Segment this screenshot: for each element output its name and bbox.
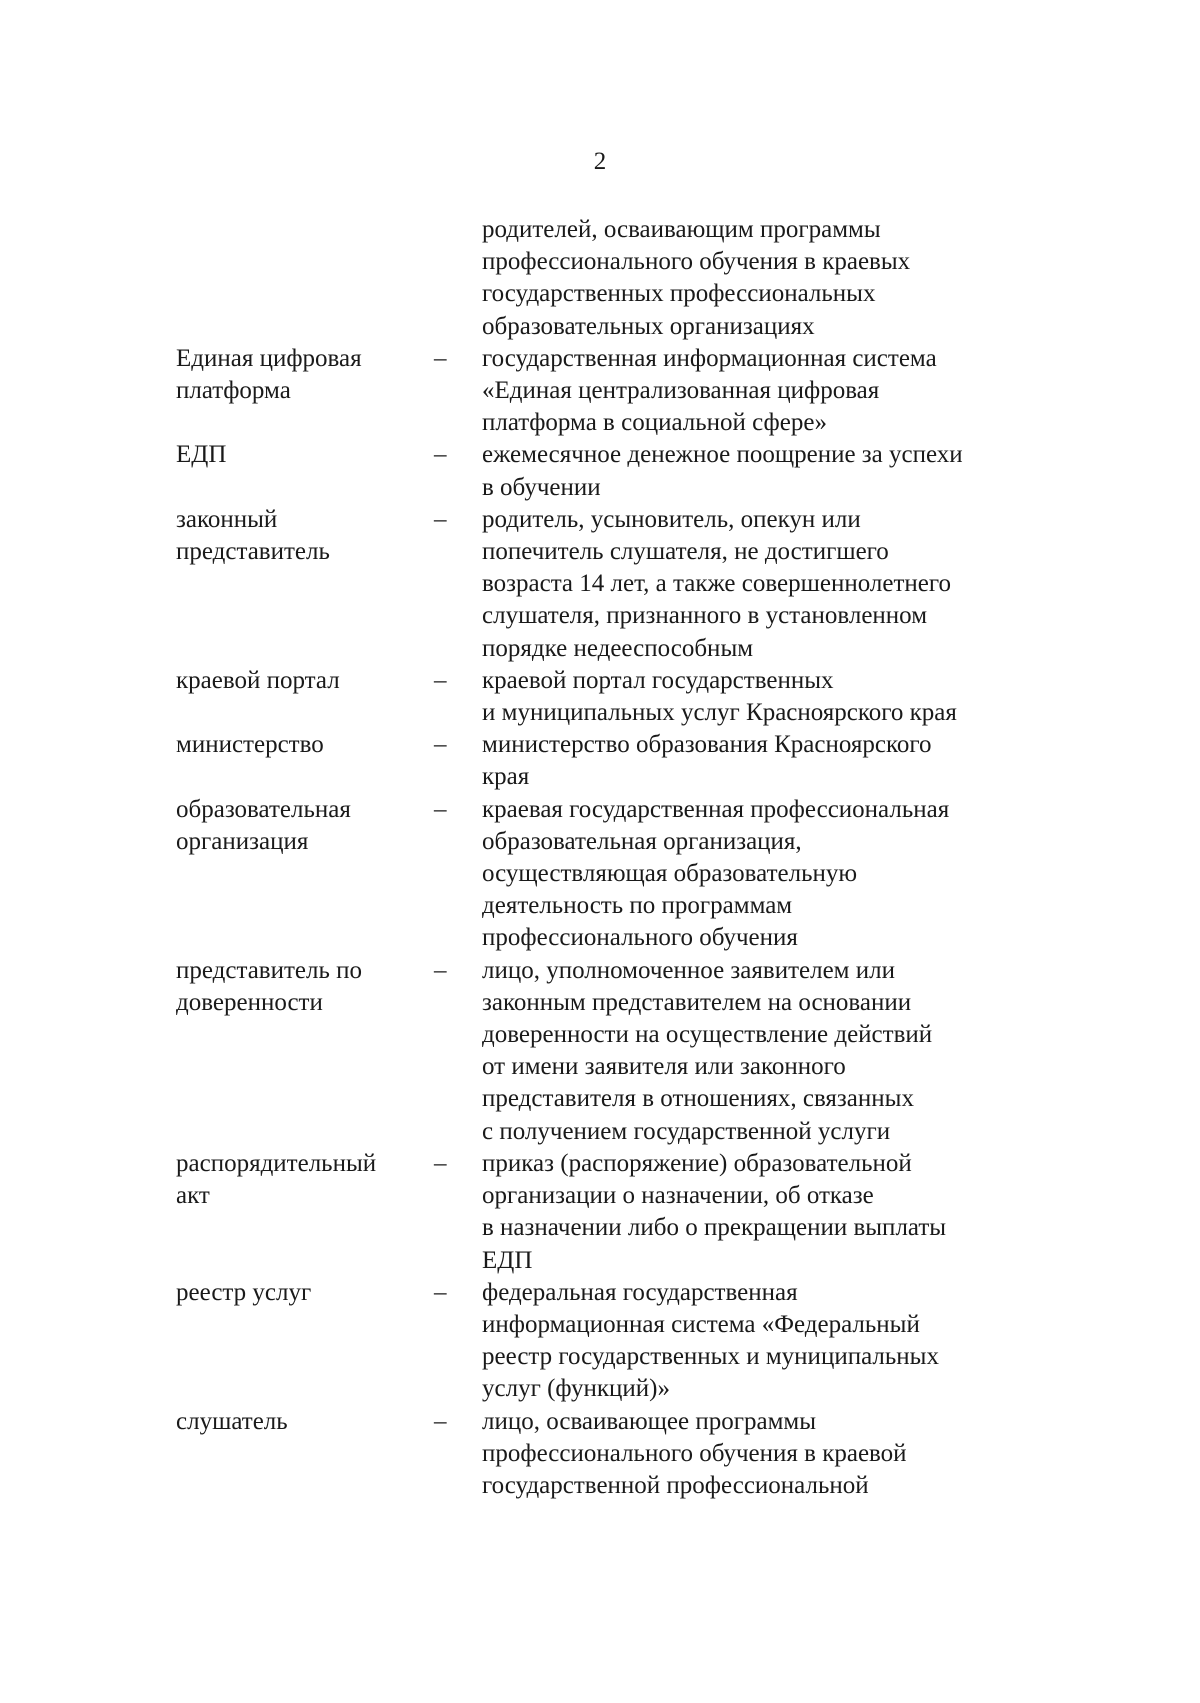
continuation-line: государственных профессиональных — [482, 280, 876, 308]
definition-line: доверенности на осуществление действий — [482, 1021, 933, 1049]
term-line: слушатель — [176, 1407, 288, 1435]
term — [176, 794, 434, 858]
definition-entry — [176, 955, 1036, 1148]
dash-separator: – — [434, 1278, 447, 1306]
definition-line: государственная информационная система — [482, 344, 937, 372]
term-line: ЕДП — [176, 441, 227, 469]
definition-entry — [176, 729, 1036, 793]
term — [176, 1277, 434, 1309]
continuation-line: профессионального обучения в краевых — [482, 248, 911, 276]
definition-line: «Единая централизованная цифровая — [482, 377, 880, 405]
dash-separator: – — [434, 505, 447, 533]
definition-line: услуг (функций)» — [482, 1375, 670, 1403]
definition-line: министерство образования Красноярского — [482, 731, 932, 759]
term — [176, 1406, 434, 1438]
definition-line: профессионального обучения в краевой — [482, 1439, 907, 1467]
definition-entry — [176, 343, 1036, 440]
term — [176, 439, 434, 471]
definition — [482, 504, 1036, 665]
term-line: организация — [176, 827, 309, 855]
definition — [482, 665, 1036, 729]
definition — [482, 343, 1036, 440]
page-number: 2 — [593, 148, 607, 175]
definition-line: государственной профессиональной — [482, 1471, 869, 1499]
definition-entry — [176, 439, 1036, 503]
definition-line: краевой портал государственных — [482, 666, 834, 694]
definition-line: краевая государственная профессиональная — [482, 795, 950, 823]
definition-line: информационная система «Федеральный — [482, 1310, 920, 1338]
continuation-line: родителей, осваивающим программы — [482, 216, 881, 243]
dash-separator: – — [434, 1149, 447, 1177]
definition-entry — [176, 504, 1036, 665]
definition-entry — [176, 794, 1036, 955]
dash-separator: – — [434, 344, 447, 372]
definition-line: приказ (распоряжение) образовательной — [482, 1149, 912, 1177]
term — [176, 343, 434, 407]
definition-line: профессионального обучения — [482, 924, 798, 952]
term-line: акт — [176, 1182, 210, 1210]
definition-line: ежемесячное денежное поощрение за успехи — [482, 441, 963, 469]
dash-separator: – — [434, 795, 447, 823]
definitions-list — [176, 214, 1036, 1502]
term-line: Единая цифровая — [176, 344, 362, 372]
term-line: законный — [176, 505, 278, 533]
term-line: министерство — [176, 731, 324, 759]
term — [176, 504, 434, 568]
dash-separator: – — [434, 441, 447, 469]
definition-entry — [176, 1277, 1036, 1406]
definition-line: лицо, уполномоченное заявителем или — [482, 956, 895, 984]
term — [176, 729, 434, 761]
definition-line: реестр государственных и муниципальных — [482, 1343, 939, 1371]
definition-line: платформа в социальной сфере» — [482, 409, 827, 437]
definition-line: возраста 14 лет, а также совершеннолетнего — [482, 570, 951, 598]
term-line: распорядительный — [176, 1149, 377, 1177]
definition-line: осуществляющая образовательную — [482, 860, 858, 888]
definition-line: и муниципальных услуг Красноярского края — [482, 699, 957, 727]
term-line: представитель по — [176, 956, 362, 984]
definition-line: законным представителем на основании — [482, 988, 912, 1016]
definition-entry — [176, 1148, 1036, 1277]
definition — [482, 1148, 1036, 1277]
definition-line: с получением государственной услуги — [482, 1117, 891, 1145]
definition-line: деятельность по программам — [482, 892, 793, 920]
definition-line: слушателя, признанного в установленном — [482, 602, 928, 630]
continuation-row — [176, 214, 1036, 343]
definition-line: в назначении либо о прекращении выплаты — [482, 1214, 947, 1242]
definition-line: в обучении — [482, 473, 601, 501]
definition-line: лицо, осваивающее программы — [482, 1407, 817, 1435]
definition-line: федеральная государственная — [482, 1278, 798, 1306]
definition — [482, 955, 1036, 1148]
term-line: доверенности — [176, 988, 323, 1016]
term-line: представитель — [176, 538, 330, 566]
definition-line: порядке недееспособным — [482, 634, 754, 662]
term-line: платформа — [176, 377, 291, 405]
definition — [482, 1406, 1036, 1503]
definition — [482, 1277, 1036, 1406]
term — [176, 1148, 434, 1212]
dash-separator: – — [434, 956, 447, 984]
definition-line: попечитель слушателя, не достигшего — [482, 538, 889, 566]
dash-separator: – — [434, 666, 447, 694]
definition — [482, 439, 1036, 503]
definition-line: представителя в отношениях, связанных — [482, 1085, 914, 1113]
continuation-line: образовательных организациях — [482, 312, 815, 340]
term — [176, 955, 434, 1019]
continuation-text — [482, 214, 1036, 343]
term-line: образовательная — [176, 795, 351, 823]
term — [176, 665, 434, 697]
definition-line: образовательная организация, — [482, 827, 802, 855]
definition — [482, 729, 1036, 793]
definition-line: организации о назначении, об отказе — [482, 1182, 874, 1210]
definition — [482, 794, 1036, 955]
definition-line: края — [482, 763, 530, 791]
term-line: реестр услуг — [176, 1278, 312, 1306]
dash-separator: – — [434, 731, 447, 759]
definition-entry — [176, 1406, 1036, 1503]
term-line: краевой портал — [176, 666, 340, 694]
definition-line: родитель, усыновитель, опекун или — [482, 505, 861, 533]
definition-line: от имени заявителя или законного — [482, 1053, 846, 1081]
dash-separator: – — [434, 1407, 447, 1435]
definition-entry — [176, 665, 1036, 729]
definition-line: ЕДП — [482, 1246, 533, 1274]
